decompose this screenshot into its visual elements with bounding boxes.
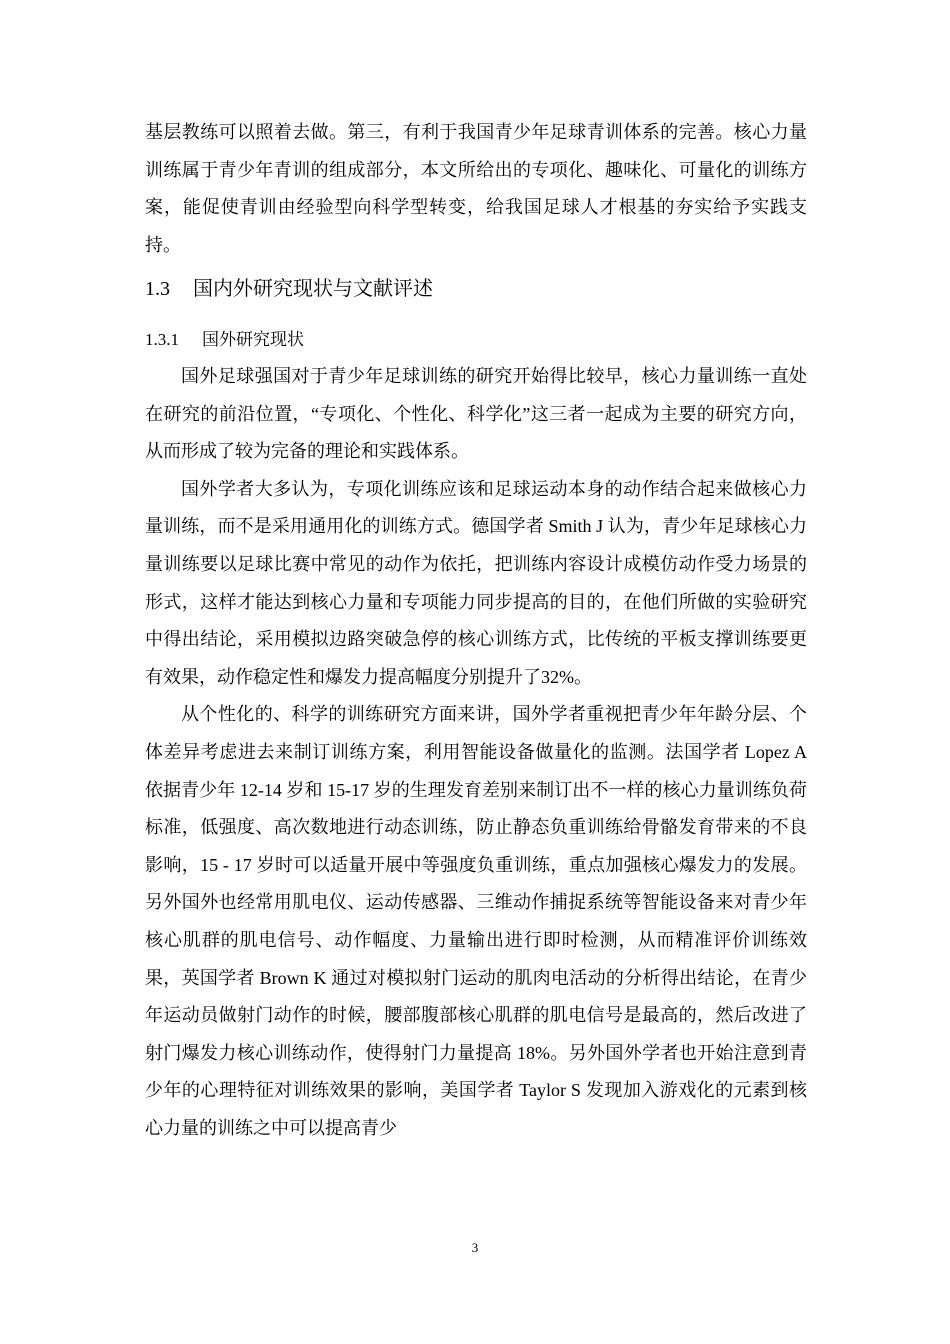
- subsection-heading: [145, 327, 304, 353]
- section-number: 1.3: [145, 278, 170, 300]
- body-paragraph-2: 国外学者大多认为，专项化训练应该和足球运动本身的动作结合起来做核心力量训练，而不是采用通用化的训练方式。德国学者 Smith J 认为，青少年足球核心力量训练要以足球比赛中常见的动作为依托，把训练内容设计成模仿动作受力场景的形式，这样才能达到核心力量和专项能力同步提高的目的，在他们所做的实验研究中得出结论，采用模拟边路突破急停的核心训练方式，比传统的平板支撑训练要更有效果，动作稳定性和爆发力提高幅度分别提升了32%。: [145, 478, 807, 687]
- body-paragraph-1: 国外足球强国对于青少年足球训练的研究开始得比较早，核心力量训练一直处在研究的前沿位置，“专项化、个性化、科学化”这三者一起成为主要的研究方向，从而形成了较为完备的理论和实践体系。: [145, 366, 807, 462]
- page-number: 3: [471, 1240, 479, 1255]
- section-title: 国内外研究现状与文献评述: [193, 278, 433, 300]
- body-paragraph-3: 从个性化的、科学的训练研究方面来讲，国外学者重视把青少年年龄分层、个体差异考虑进去来制订训练方案，利用智能设备做量化的监测。法国学者 Lopez A 依据青少年 12-14 岁和 15-17 岁的生理发育差别来制订出不一样的核心力量训练负荷标准，低强度、高次数地进行动态训练，防止静态负重训练给骨骼发育带来的不良影响，15 - 17 岁时可以适量开展中等强度负重训练，重点加强核心爆发力的发展。另外国外也经常用肌电仪、运动传感器、三维动作捕捉系统等智能设备来对青少年核心肌群的肌电信号、动作幅度、力量输出进行即时检测，从而精准评价训练效果，英国学者 Brown K 通过对模拟射门运动的肌肉电活动的分析得出结论，在青少年运动员做射门动作的时候，腰部腹部核心肌群的肌电信号是最高的，然后改进了射门爆发力核心训练动作，使得射门力量提高 18%。另外国外学者也开始注意到青少年的心理特征对训练效果的影响，美国学者 Taylor S 发现加入游戏化的元素到核心力量的训练之中可以提高青少: [145, 704, 807, 1138]
- intro-paragraph: 基层教练可以照着去做。第三，有利于我国青少年足球青训体系的完善。核心力量训练属于青少年青训的组成部分，本文所给出的专项化、趣味化、可量化的训练方案，能促使青训由经验型向科学型转变，给我国足球人才根基的夯实给予实践支持。: [145, 122, 807, 255]
- body-text: [145, 358, 807, 1147]
- subsection-number: 1.3.1: [145, 330, 179, 349]
- subsection-title: 国外研究现状: [202, 330, 304, 349]
- section-heading: [145, 274, 433, 304]
